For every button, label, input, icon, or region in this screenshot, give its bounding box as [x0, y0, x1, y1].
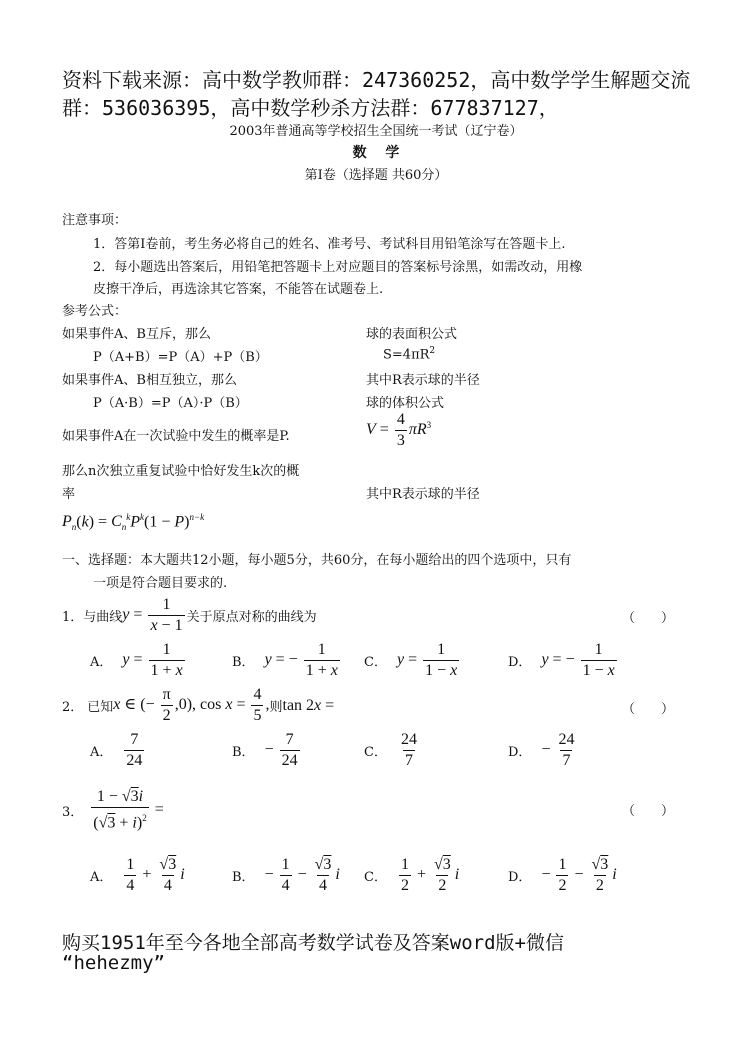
source-header-line1: 资料下载来源：高中数学教师群：247360252，高中数学学生解题交流: [62, 68, 691, 92]
question-3-option-a: A． $\frac{1}{4}$ + $\frac{√3}{4}$ i: [90, 856, 185, 894]
question-2-answer-blank: （ ）: [622, 702, 675, 717]
part-title: 第Ⅰ卷（选择题 共60分）: [304, 168, 448, 183]
formula-left-4a: 那么n次独立重复试验中恰好发生k次的概: [62, 464, 300, 479]
question-2-option-c: C． $\frac{24}{7}$: [364, 731, 417, 769]
exam-title: 2003年普通高等学校招生全国统一考试（辽宁卷）: [229, 124, 523, 139]
question-1-answer-blank: （ ）: [622, 611, 675, 626]
binomial-probability-formula: $P_n(k) = C_n^kP^k(1 - P)^{n-k}$: [62, 512, 205, 533]
question-2-option-a: A． $\frac{7}{24}$: [90, 731, 143, 769]
question-3-option-b: B． − $\frac{1}{4}$ − $\frac{√3}{4}$ i: [232, 856, 340, 894]
section-heading-cont: 一项是符合题目要求的.: [93, 576, 228, 591]
question-1-stem: 1． 与曲线 y = $\frac{1}{x - 1}$ 关于原点对称的曲线为: [62, 596, 317, 634]
footer-ad-line2: “hehezmy”: [62, 952, 165, 974]
question-3-stem: 3． $\frac{1 - √3i}{(√3 + i)^2}$ =: [62, 788, 164, 832]
question-2-option-b: B． − $\frac{7}{24}$: [232, 731, 298, 769]
formula-left-2: 如果事件A、B相互独立，那么: [62, 373, 237, 388]
sphere-volume-formula: V = $\frac{4}{3}$ $\pi R^3$: [366, 411, 432, 449]
question-2-stem: 2． 已知 x ∈ (− $\frac{\pi}{2}$ ,0), cos x = $\frac{4}{5}$ , 则 tan 2x =: [62, 686, 335, 724]
section-heading: 一、选择题：本大题共12小题，每小题5分，共60分，在每小题给出的四个选项中，只有: [62, 553, 572, 568]
footer-ad-line1: 购买1951年至今各地全部高考数学试卷及答案word版+微信: [62, 932, 564, 954]
question-2-option-d: D． − $\frac{24}{7}$: [508, 731, 575, 769]
formulas-heading: 参考公式：: [62, 304, 128, 319]
formula-right-1f: $S=4\pi R^2$: [383, 346, 436, 363]
subject-title: 数 学: [352, 145, 400, 161]
note-item-2: 2．每小题选出答案后，用铅笔把答题卡上对应题目的答案标号涂黑，如需改动，用橡: [93, 260, 583, 275]
question-3-option-d: D． − $\frac{1}{2}$ − $\frac{√3}{2}$ i: [508, 856, 617, 894]
question-3-option-c: C． $\frac{1}{2}$ + $\frac{√3}{2}$ i: [364, 856, 460, 894]
formula-left-3: 如果事件A在一次试验中发生的概率是P.: [62, 429, 290, 444]
formula-left-1: 如果事件A、B互斥，那么: [62, 327, 211, 342]
formula-right-2: 其中R表示球的半径: [366, 373, 480, 388]
question-1-option-a: A． y = $\frac{1}{1 + x}$: [90, 641, 183, 679]
note-item-1: 1．答第Ⅰ卷前，考生务必将自己的姓名、准考号、考试科目用铅笔涂写在答题卡上.: [93, 237, 566, 252]
note-item-2-cont: 皮擦干净后，再选涂其它答案，不能答在试题卷上.: [93, 282, 384, 297]
notes-heading: 注意事项：: [62, 213, 128, 228]
formula-right-3: 球的体积公式: [366, 396, 445, 411]
question-1-option-b: B． y = − $\frac{1}{1 + x}$: [232, 641, 338, 679]
formula-right-1: 球的表面积公式: [366, 327, 458, 342]
question-1-option-c: C． y = $\frac{1}{1 - x}$: [364, 641, 458, 679]
formula-left-4b: 率: [62, 487, 76, 502]
formula-right-4: 其中R表示球的半径: [366, 487, 480, 502]
source-header-line2: 群：536036395，高中数学秒杀方法群：677837127，: [62, 96, 559, 120]
question-1-option-d: D． y = − $\frac{1}{1 - x}$: [508, 641, 615, 679]
formula-left-1f: P（A+B）=P（A）+P（B）: [93, 350, 268, 365]
formula-left-2f: P（A·B）=P（A）·P（B）: [93, 396, 248, 411]
question-3-answer-blank: （ ）: [622, 804, 675, 819]
